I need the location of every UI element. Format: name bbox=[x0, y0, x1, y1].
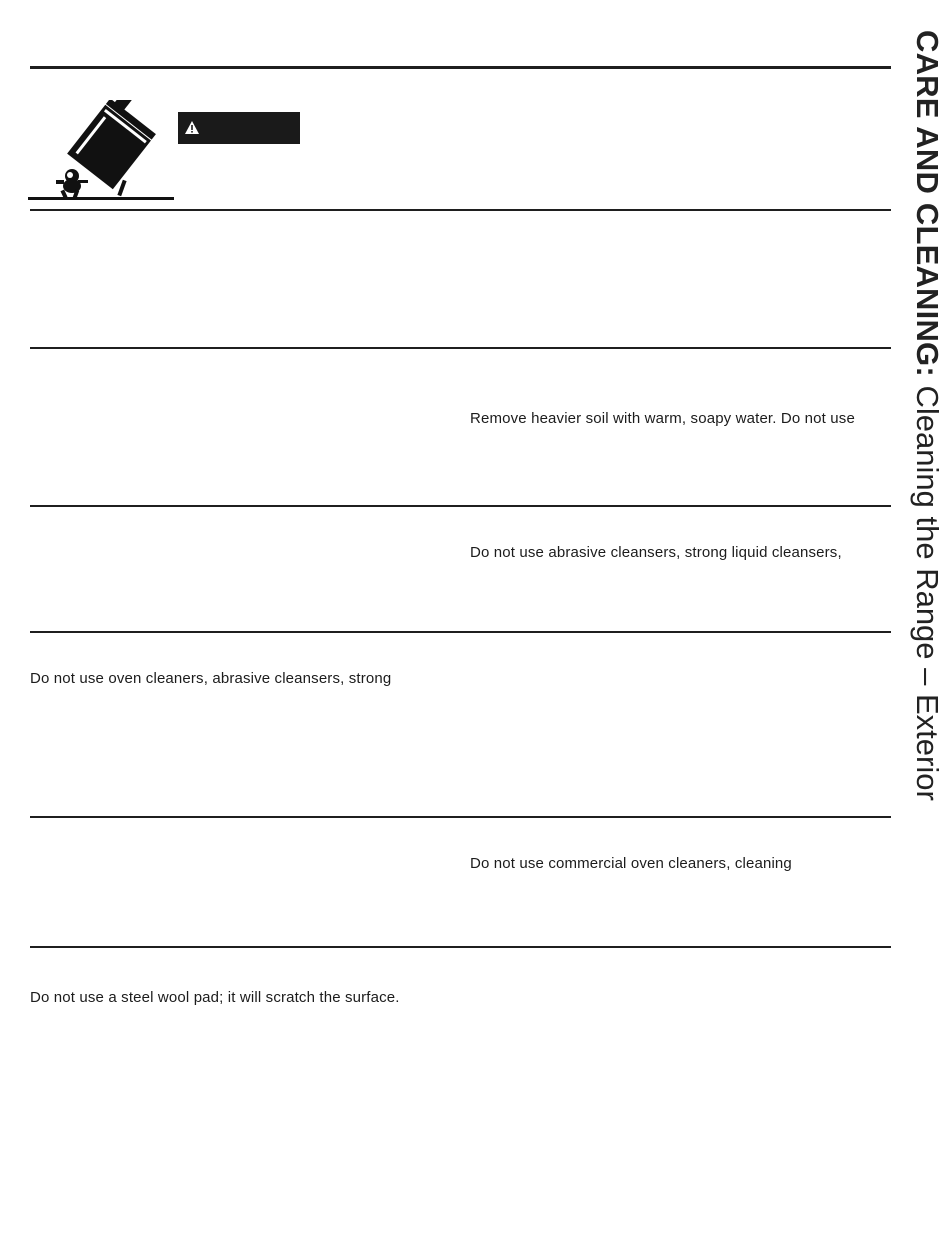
section-divider-5 bbox=[30, 816, 891, 818]
side-title-light: Cleaning the Range – Exterior bbox=[910, 376, 945, 801]
section-divider-2 bbox=[30, 347, 891, 349]
section-divider-6 bbox=[30, 946, 891, 948]
warning-triangle-icon bbox=[185, 121, 199, 134]
section-divider-4 bbox=[30, 631, 891, 633]
side-title-bold: CARE AND CLEANING: bbox=[910, 30, 945, 377]
section-divider-3 bbox=[30, 505, 891, 507]
control-panel-cleaning-text: Remove heavier soil with warm, soapy water. Do not use bbox=[470, 410, 855, 427]
top-rule bbox=[30, 66, 891, 69]
section-divider-1 bbox=[30, 209, 891, 211]
knobs-cleaning-text: Do not use abrasive cleansers, strong liquid cleansers, bbox=[470, 544, 842, 561]
warning-badge bbox=[178, 112, 300, 144]
anti-tip-illustration bbox=[28, 100, 178, 204]
stainless-steel-cleaning-text: Do not use commercial oven cleaners, cleaning bbox=[470, 855, 792, 872]
exterior-painted-cleaning-text: Do not use oven cleaners, abrasive cleansers, strong bbox=[30, 670, 392, 687]
section-side-title bbox=[907, 30, 947, 860]
oven-door-cleaning-text: Do not use a steel wool pad; it will scratch the surface. bbox=[30, 989, 400, 1006]
